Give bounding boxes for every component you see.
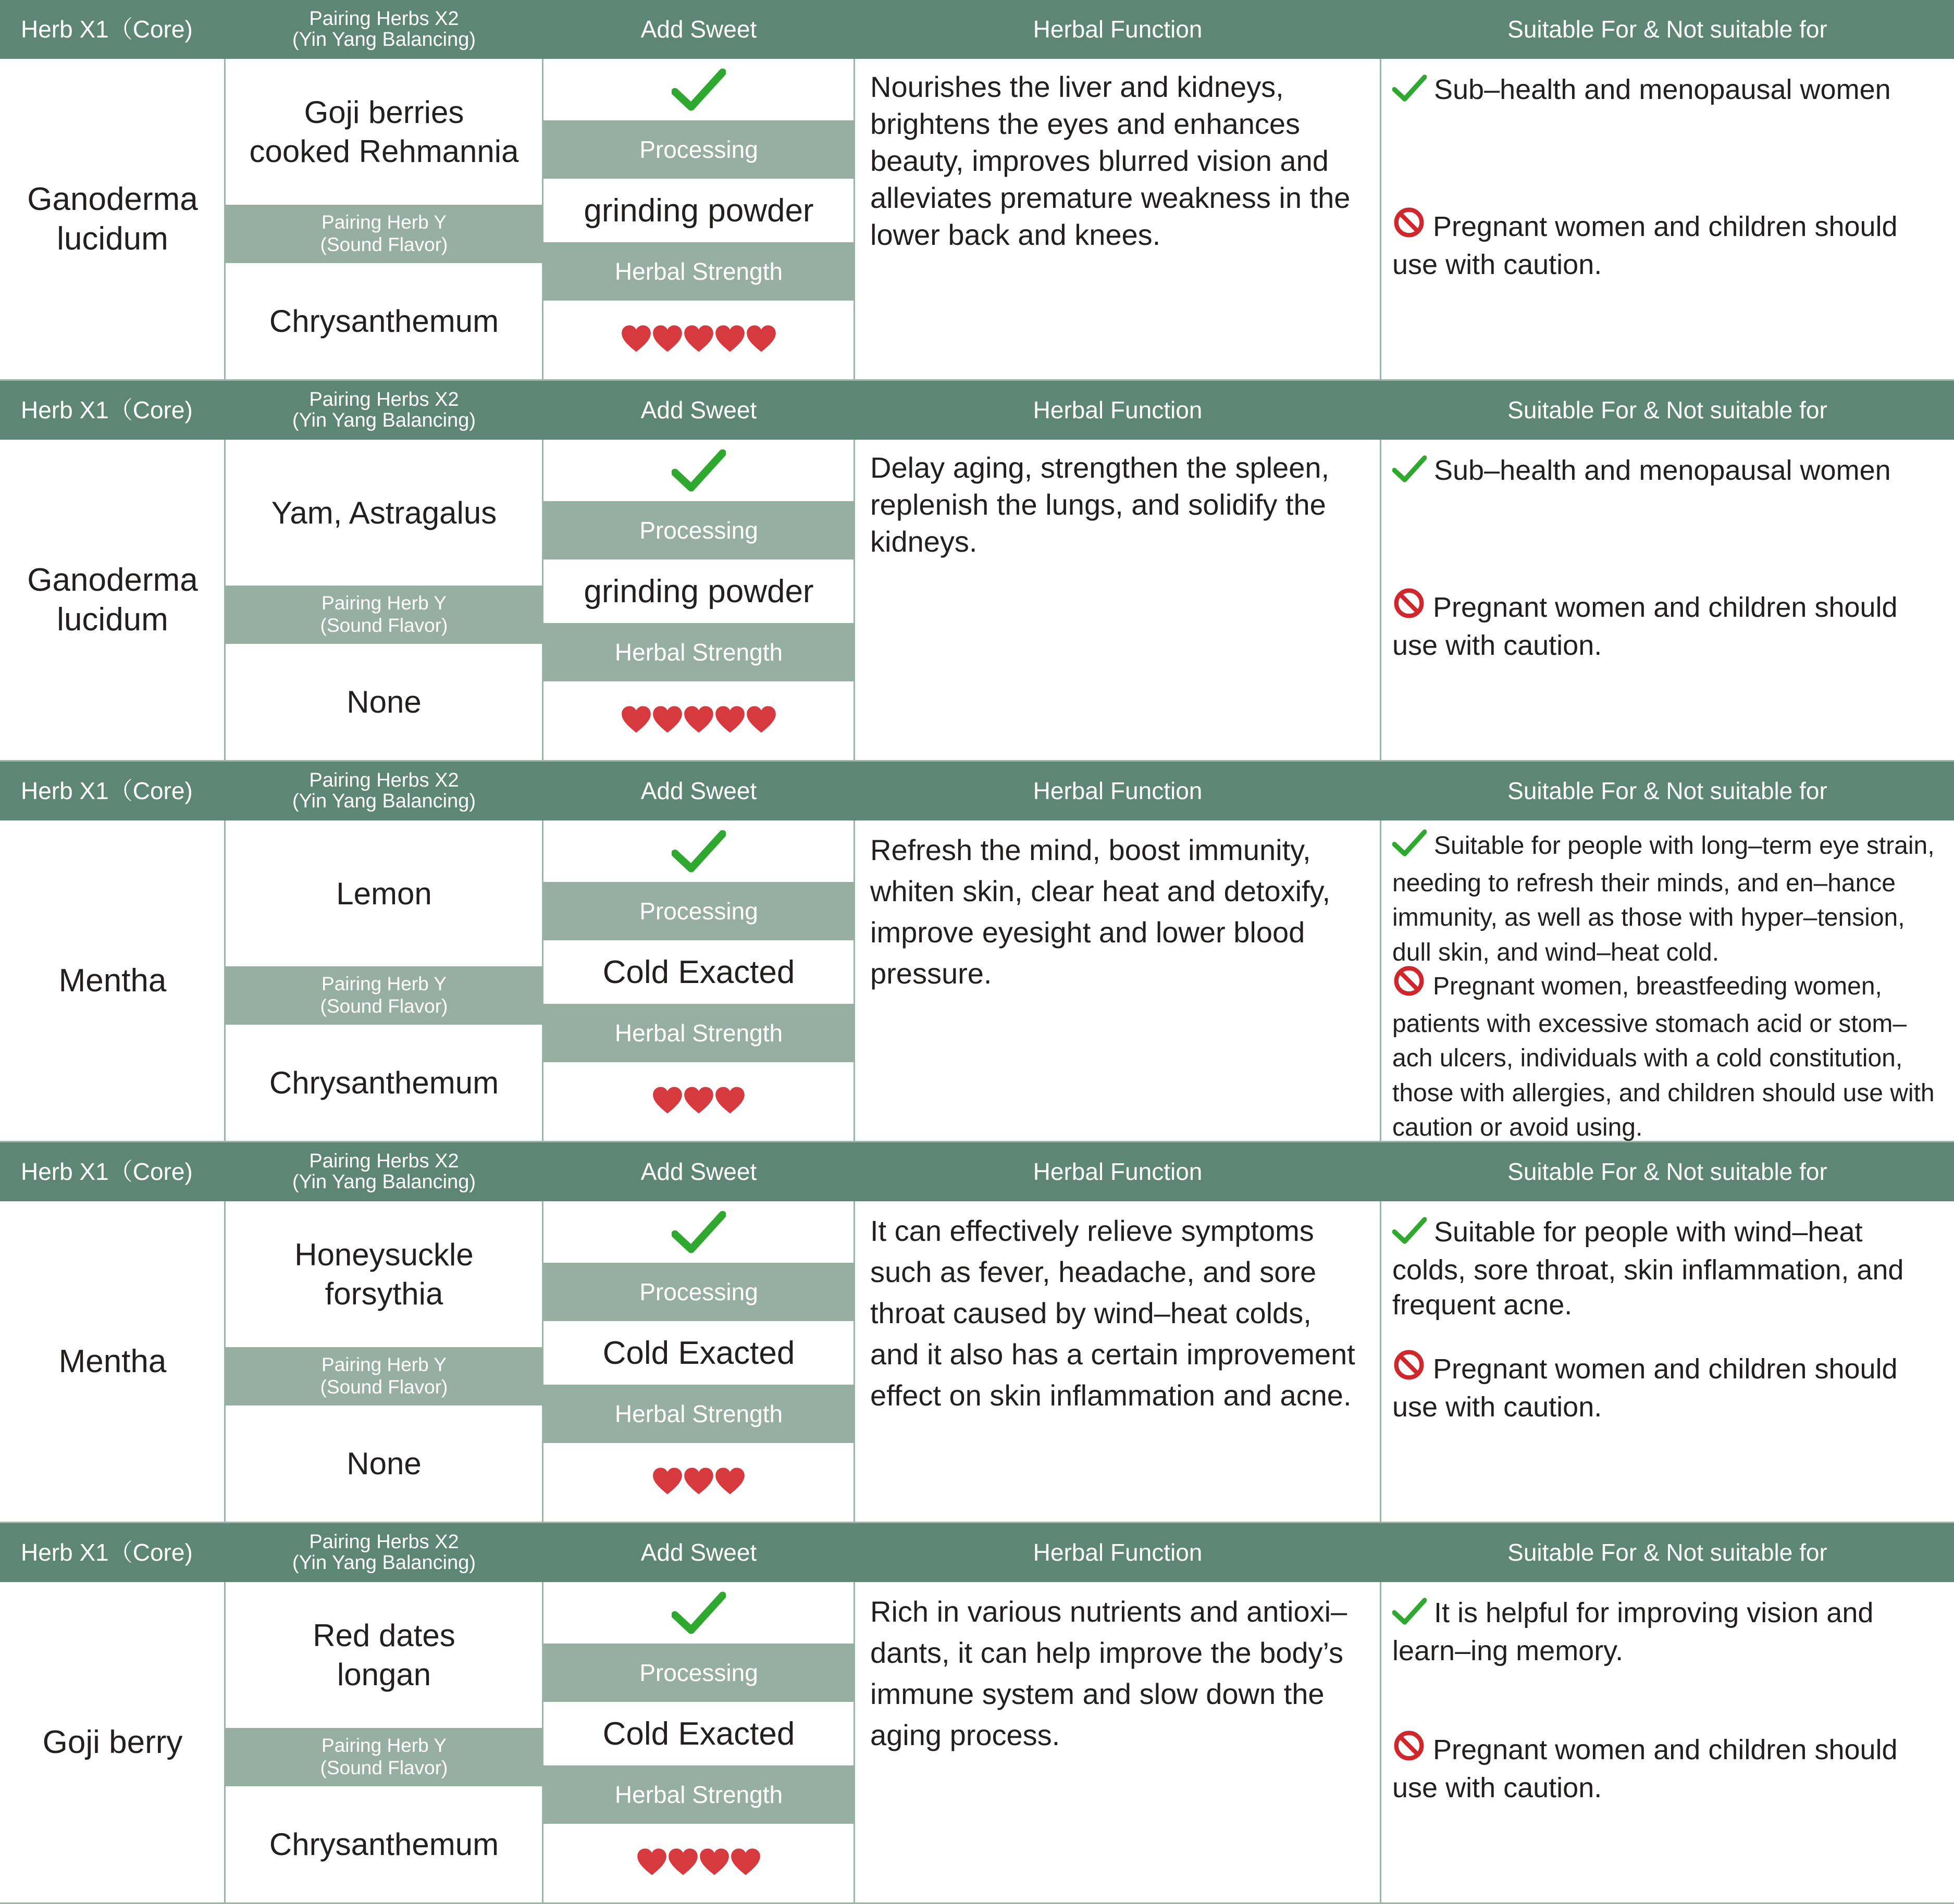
prohibited-icon bbox=[1392, 206, 1426, 247]
suitability bbox=[1381, 440, 1954, 760]
heart-icon bbox=[746, 325, 776, 355]
header-pairing-line1: Pairing Herbs X2 bbox=[309, 7, 459, 30]
header-pairing bbox=[225, 381, 543, 440]
pairing-herbs-x2: Honeysuckle forsythia bbox=[294, 1237, 474, 1311]
heart-icon bbox=[746, 705, 776, 736]
processing-method: grinding powder bbox=[584, 573, 814, 609]
heart-icon bbox=[699, 1848, 729, 1878]
heart-icon bbox=[731, 1848, 761, 1878]
table-row bbox=[0, 1582, 1954, 1904]
suitable-text: It is helpful for improving vision and learn–ing memory. bbox=[1392, 1597, 1874, 1666]
header-suitability: Suitable For & Not suitable for bbox=[1507, 16, 1827, 43]
add-sweet-check-icon bbox=[543, 440, 855, 501]
pairing-herb-y-line1: Pairing Herb Y bbox=[321, 973, 447, 995]
pairing-herb-y: Chrysanthemum bbox=[269, 1827, 499, 1862]
suitable-for bbox=[1392, 453, 1943, 491]
header-core: Herb X1（Core) bbox=[21, 777, 193, 805]
check-icon bbox=[1392, 74, 1427, 110]
not-suitable-text: Pregnant women and children should use with caution. bbox=[1392, 592, 1898, 661]
header-pairing-line2: (Yin Yang Balancing) bbox=[292, 1551, 476, 1574]
not-suitable-text: Pregnant women and children should use with caution. bbox=[1392, 211, 1898, 280]
herbal-function: It can effectively relieve symptoms such as fever, headache, and sore throat caused by wind–heat colds, and it also has a certain improvement effect on skin inflammation and acne. bbox=[870, 1214, 1355, 1412]
heart-icon bbox=[652, 705, 683, 736]
not-suitable-text: Pregnant women and children should use with caution. bbox=[1392, 1353, 1898, 1423]
header-core: Herb X1（Core) bbox=[21, 1539, 193, 1566]
heart-icon bbox=[684, 705, 714, 736]
heart-icon bbox=[715, 705, 745, 736]
header-core: Herb X1（Core) bbox=[21, 1158, 193, 1186]
heart-icon bbox=[684, 1467, 714, 1498]
herbal-strength-hearts bbox=[543, 681, 855, 760]
table-header bbox=[0, 762, 1954, 820]
herbal-strength-label: Herbal Strength bbox=[543, 1385, 855, 1443]
suitable-text: Sub–health and menopausal women bbox=[1434, 455, 1891, 486]
prohibited-icon bbox=[1392, 587, 1426, 628]
header-function: Herbal Function bbox=[1033, 16, 1203, 43]
header-pairing-line2: (Yin Yang Balancing) bbox=[292, 1171, 476, 1193]
header-pairing bbox=[225, 762, 543, 820]
herb-row-block bbox=[0, 0, 1954, 381]
pairing-herb-y-label bbox=[225, 1347, 543, 1405]
header-function: Herbal Function bbox=[1033, 777, 1203, 805]
heart-icon bbox=[621, 325, 651, 355]
header-add-sweet: Add Sweet bbox=[640, 396, 757, 424]
pairing-herb-y: None bbox=[347, 1446, 422, 1481]
pairing-herb-y-line1: Pairing Herb Y bbox=[321, 1354, 447, 1376]
processing-label: Processing bbox=[543, 120, 855, 179]
pairing-herbs-x2: Lemon bbox=[336, 876, 432, 911]
pairing-herb-y-line2: (Sound Flavor) bbox=[320, 1757, 448, 1778]
heart-icon bbox=[652, 1467, 683, 1498]
processing-label: Processing bbox=[543, 1263, 855, 1321]
check-icon bbox=[1392, 1597, 1427, 1634]
heart-icon bbox=[668, 1848, 698, 1878]
pairing-herb-y-line1: Pairing Herb Y bbox=[321, 211, 447, 233]
heart-icon bbox=[684, 325, 714, 355]
check-icon bbox=[1392, 829, 1427, 866]
check-icon bbox=[1392, 1216, 1427, 1253]
pairing-herb-y: Chrysanthemum bbox=[269, 1065, 499, 1100]
header-pairing-line2: (Yin Yang Balancing) bbox=[292, 28, 476, 51]
header-suitability: Suitable For & Not suitable for bbox=[1507, 1539, 1827, 1566]
prohibited-icon bbox=[1392, 1729, 1426, 1771]
herbal-function: Refresh the mind, boost immunity, whiten skin, clear heat and detoxify, improve eyesight and lower blood pressure. bbox=[870, 833, 1331, 990]
suitable-for bbox=[1392, 829, 1943, 970]
table-row bbox=[0, 1201, 1954, 1523]
core-herb: Goji berry bbox=[42, 1724, 183, 1760]
header-add-sweet: Add Sweet bbox=[640, 16, 757, 43]
header-pairing-line1: Pairing Herbs X2 bbox=[309, 1150, 459, 1172]
pairing-herbs-x2: Yam, Astragalus bbox=[271, 495, 497, 530]
suitable-for bbox=[1392, 72, 1943, 110]
pairing-herbs-x2: Red dates longan bbox=[313, 1618, 455, 1692]
processing-method: grinding powder bbox=[584, 192, 814, 229]
table-header bbox=[0, 0, 1954, 59]
herbal-strength-label: Herbal Strength bbox=[543, 1765, 855, 1824]
table-header bbox=[0, 381, 1954, 440]
pairing-herb-y: None bbox=[347, 685, 422, 719]
processing-method: Cold Exacted bbox=[602, 1715, 795, 1752]
suitable-text: Suitable for people with long–term eye strain, needing to refresh their minds, and en–hance immunity, as well as those with hyper–tension, dull skin, and wind–heat cold. bbox=[1392, 832, 1935, 966]
header-add-sweet: Add Sweet bbox=[640, 777, 757, 805]
heart-icon bbox=[637, 1848, 667, 1878]
add-sweet-check-icon bbox=[543, 820, 855, 882]
table-row bbox=[0, 59, 1954, 381]
header-pairing-line2: (Yin Yang Balancing) bbox=[292, 409, 476, 431]
pairing-herb-y-label bbox=[225, 205, 543, 263]
suitability bbox=[1381, 59, 1954, 379]
add-sweet-check-icon bbox=[543, 1582, 855, 1644]
core-herb: Mentha bbox=[58, 1343, 167, 1379]
herbal-strength-hearts bbox=[543, 1443, 855, 1522]
header-function: Herbal Function bbox=[1033, 1539, 1203, 1566]
pairing-herb-y-line1: Pairing Herb Y bbox=[321, 592, 447, 614]
header-add-sweet: Add Sweet bbox=[640, 1539, 757, 1566]
table-row bbox=[0, 440, 1954, 762]
processing-label: Processing bbox=[543, 501, 855, 559]
suitability bbox=[1381, 1201, 1954, 1522]
pairing-herb-y-line2: (Sound Flavor) bbox=[320, 1376, 448, 1398]
table-header bbox=[0, 1523, 1954, 1582]
heart-icon bbox=[621, 705, 651, 736]
pairing-herbs-x2: Goji berries cooked Rehmannia bbox=[249, 95, 519, 169]
header-pairing bbox=[225, 0, 543, 59]
herbal-function: Delay aging, strengthen the spleen, replenish the lungs, and solidify the kidneys. bbox=[870, 451, 1330, 558]
not-suitable-for bbox=[1392, 587, 1943, 663]
core-herb: Ganoderma lucidum bbox=[27, 562, 198, 638]
pairing-herb-y-line2: (Sound Flavor) bbox=[320, 234, 448, 255]
table-header bbox=[0, 1142, 1954, 1201]
herb-row-block bbox=[0, 381, 1954, 762]
header-pairing-line1: Pairing Herbs X2 bbox=[309, 769, 459, 791]
heart-icon bbox=[715, 1086, 745, 1117]
herbal-strength-label: Herbal Strength bbox=[543, 242, 855, 301]
header-suitability: Suitable For & Not suitable for bbox=[1507, 1158, 1827, 1186]
not-suitable-for bbox=[1392, 964, 1943, 1145]
heart-icon bbox=[715, 325, 745, 355]
header-pairing-line2: (Yin Yang Balancing) bbox=[292, 790, 476, 812]
heart-icon bbox=[652, 325, 683, 355]
header-add-sweet: Add Sweet bbox=[640, 1158, 757, 1186]
pairing-herb-y-line1: Pairing Herb Y bbox=[321, 1735, 447, 1757]
not-suitable-text: Pregnant women and children should use with caution. bbox=[1392, 1734, 1898, 1803]
not-suitable-for bbox=[1392, 1729, 1943, 1806]
core-herb: Ganoderma lucidum bbox=[27, 181, 198, 257]
add-sweet-check-icon bbox=[543, 59, 855, 120]
herb-row-block bbox=[0, 1523, 1954, 1904]
header-function: Herbal Function bbox=[1033, 396, 1203, 424]
pairing-herb-y-label bbox=[225, 1728, 543, 1786]
heart-icon bbox=[715, 1467, 745, 1498]
suitable-text: Suitable for people with wind–heat colds, sore throat, skin inflammation, and frequent acne. bbox=[1392, 1216, 1904, 1321]
herbal-strength-hearts bbox=[543, 301, 855, 379]
processing-method: Cold Exacted bbox=[602, 1335, 795, 1371]
header-pairing-line1: Pairing Herbs X2 bbox=[309, 388, 459, 410]
header-function: Herbal Function bbox=[1033, 1158, 1203, 1186]
header-core: Herb X1（Core) bbox=[21, 396, 193, 424]
suitable-for bbox=[1392, 1596, 1943, 1669]
prohibited-icon bbox=[1392, 1348, 1426, 1390]
herbal-strength-hearts bbox=[543, 1824, 855, 1902]
check-icon bbox=[1392, 455, 1427, 491]
suitable-text: Sub–health and menopausal women bbox=[1434, 74, 1891, 105]
pairing-herb-y-label bbox=[225, 586, 543, 644]
table-row bbox=[0, 820, 1954, 1142]
suitability bbox=[1381, 820, 1954, 1141]
core-herb: Mentha bbox=[58, 962, 167, 999]
header-core: Herb X1（Core) bbox=[21, 16, 193, 43]
header-suitability: Suitable For & Not suitable for bbox=[1507, 777, 1827, 805]
herbal-function: Nourishes the liver and kidneys, brightens the eyes and enhances beauty, improves blurred vision and alleviates premature weakness in the lower back and knees. bbox=[870, 70, 1351, 252]
pairing-herb-y-line2: (Sound Flavor) bbox=[320, 615, 448, 636]
pairing-herb-y: Chrysanthemum bbox=[269, 304, 499, 339]
not-suitable-text: Pregnant women, breastfeeding women, patients with excessive stomach acid or stom–ach ulcers, individuals with a cold constitution, those with allergies, and children should use with caution or avoid using. bbox=[1392, 973, 1935, 1141]
header-pairing-line1: Pairing Herbs X2 bbox=[309, 1530, 459, 1553]
header-suitability: Suitable For & Not suitable for bbox=[1507, 396, 1827, 424]
heart-icon bbox=[652, 1086, 683, 1117]
herbal-function: Rich in various nutrients and antioxi–dants, it can help improve the body’s immune system and slow down the aging process. bbox=[870, 1595, 1347, 1751]
herb-row-block bbox=[0, 1142, 1954, 1523]
pairing-herb-y-line2: (Sound Flavor) bbox=[320, 995, 448, 1017]
herbal-strength-label: Herbal Strength bbox=[543, 1004, 855, 1062]
pairing-herb-y-label bbox=[225, 966, 543, 1025]
prohibited-icon bbox=[1392, 964, 1426, 1007]
herb-row-block bbox=[0, 762, 1954, 1142]
add-sweet-check-icon bbox=[543, 1201, 855, 1263]
suitability bbox=[1381, 1582, 1954, 1902]
suitable-for bbox=[1392, 1215, 1943, 1323]
not-suitable-for bbox=[1392, 206, 1943, 282]
herbal-strength-label: Herbal Strength bbox=[543, 623, 855, 681]
processing-method: Cold Exacted bbox=[602, 954, 795, 990]
processing-label: Processing bbox=[543, 1644, 855, 1702]
processing-label: Processing bbox=[543, 882, 855, 940]
heart-icon bbox=[684, 1086, 714, 1117]
header-pairing bbox=[225, 1523, 543, 1582]
not-suitable-for bbox=[1392, 1348, 1943, 1425]
herbal-strength-hearts bbox=[543, 1062, 855, 1141]
header-pairing bbox=[225, 1142, 543, 1201]
